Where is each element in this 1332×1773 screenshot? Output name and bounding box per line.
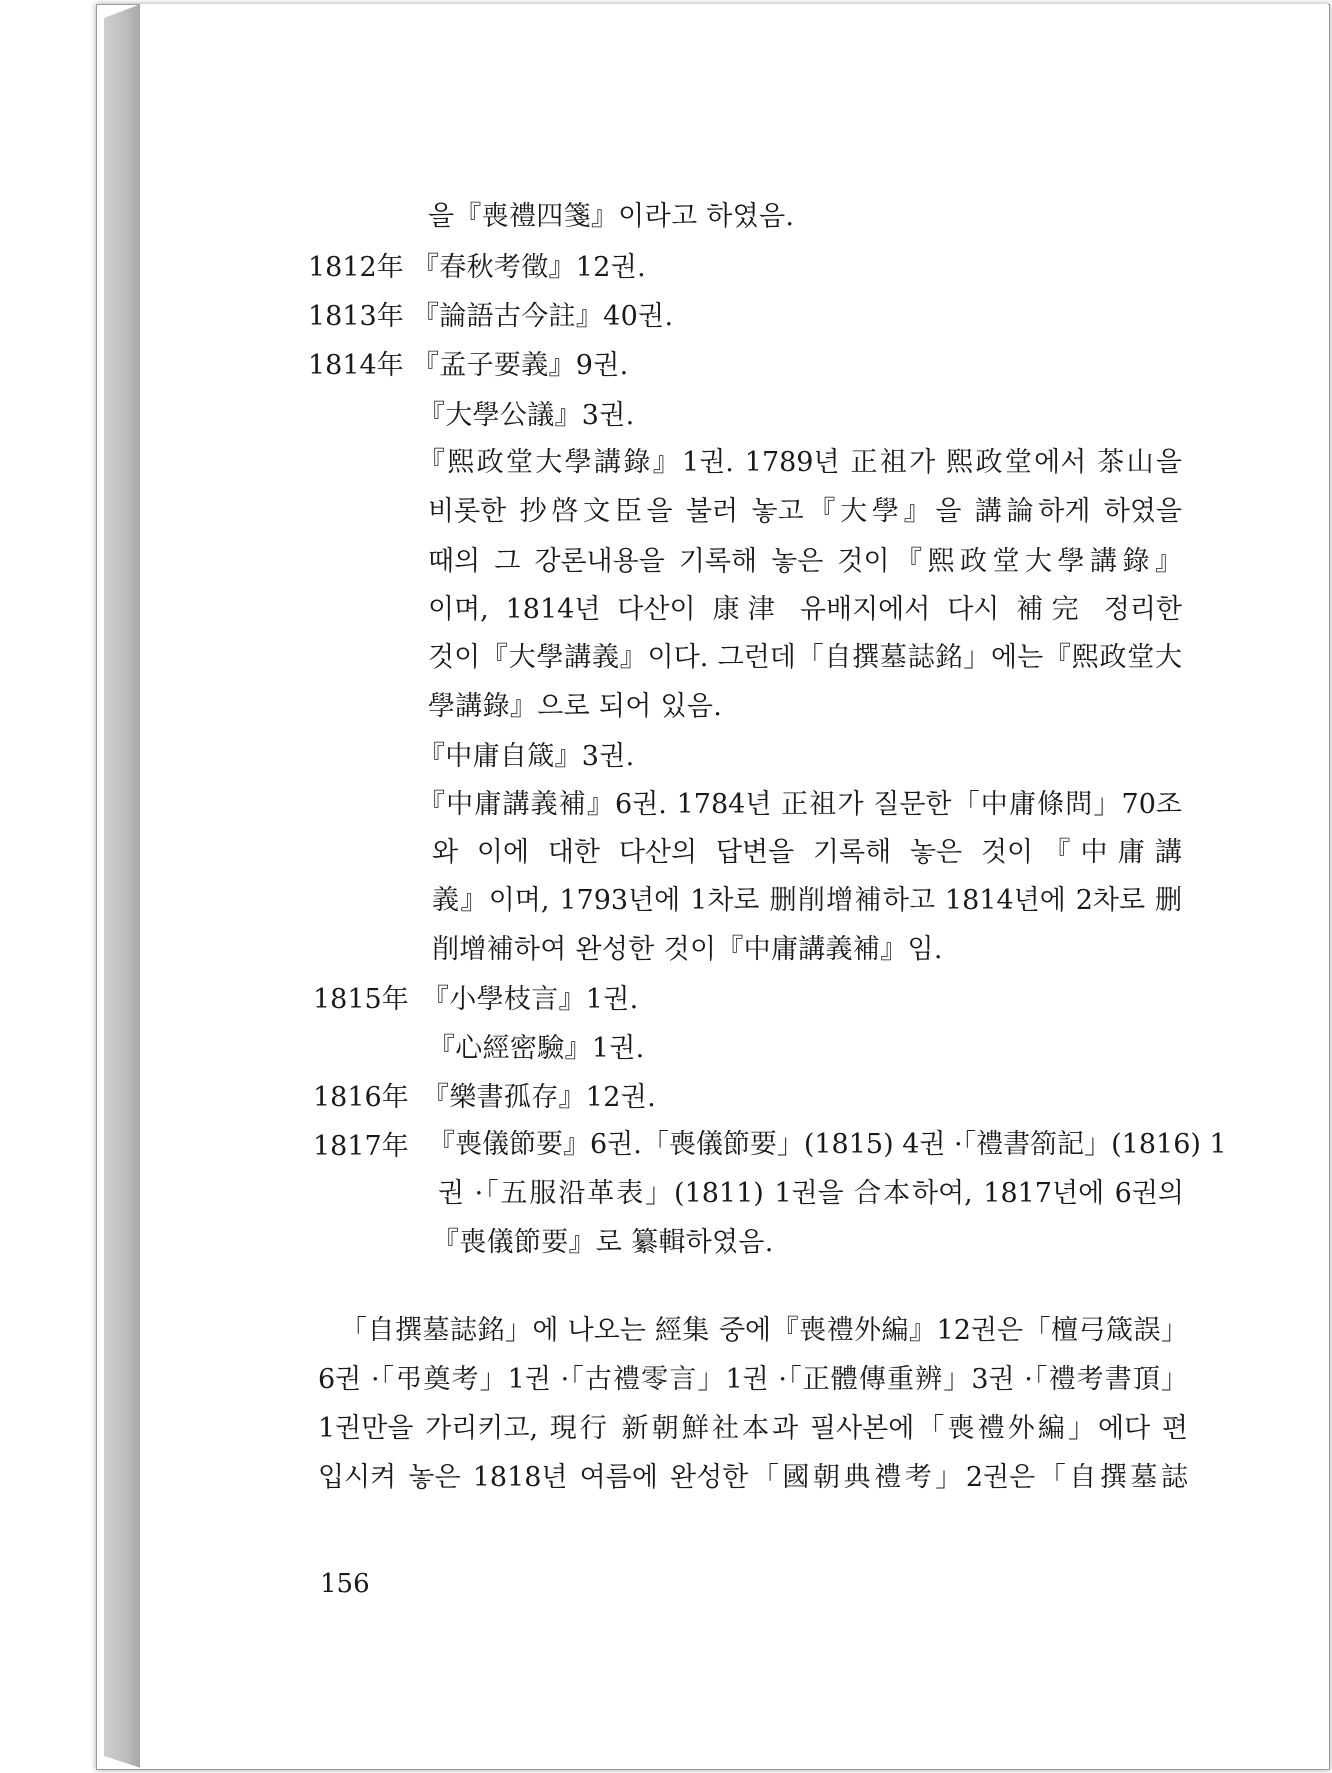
entry-1817-line1: 『喪儀節要』6권.「喪儀節要」(1815) 4권 ·「禮書箚記」(1816) 1	[428, 1129, 1227, 1160]
paragraph-line3: 1권만을 가리키고, 現行 新朝鮮社本과 필사본에「喪禮外編」에다 편	[318, 1413, 1188, 1444]
entry-1814-mencius: 『孟子要義』9권.	[412, 350, 629, 381]
entry-1814-huijeongdang-line1: 『熙政堂大學講錄』1권. 1789년 正祖가 熙政堂에서 茶山을	[418, 447, 1182, 478]
entry-1816: 『樂書孤存』12권.	[422, 1082, 657, 1113]
entry-1815-xiaoxue: 『小學枝言』1권.	[422, 984, 639, 1015]
continuation-line: 을『喪禮四箋』이라고 하였음.	[428, 201, 795, 232]
page-number: 156	[320, 1569, 370, 1599]
entry-1817-line2: 권 ·「五服沿革表」(1811) 1권을 合本하여, 1817년에 6권의	[438, 1178, 1184, 1209]
paragraph-line4: 입시켜 놓은 1818년 여름에 완성한「國朝典禮考」2권은「自撰墓誌	[318, 1462, 1188, 1493]
paragraph-line1: 「自撰墓誌銘」에 나오는 經集 중에『喪禮外編』12권은「檀弓箴誤」	[340, 1315, 1188, 1346]
year-1813: 1813年	[308, 301, 404, 332]
entry-1814-huijeongdang-line4: 이며, 1814년 다산이 康津 유배지에서 다시 補完 정리한	[428, 594, 1182, 625]
entry-1814-zhongyong-jiangyibu-line2: 와 이에 대한 다산의 답변을 기록해 놓은 것이『中庸講	[432, 837, 1182, 868]
year-1817: 1817年	[313, 1131, 409, 1162]
entry-1814-huijeongdang-line6: 學講錄』으로 되어 있음.	[428, 691, 723, 722]
entry-1812: 『春秋考徵』12권.	[412, 252, 647, 283]
year-1812: 1812年	[308, 252, 404, 283]
entry-1814-zhongyong-jiangyibu-line3: 義』이며, 1793년에 1차로 删削增補하고 1814년에 2차로 删	[432, 885, 1182, 916]
entry-1813: 『論語古今註』40권.	[412, 301, 674, 332]
entry-1814-huijeongdang-line2: 비롯한 抄啓文臣을 불러 놓고『大學』을 講論하게 하였을	[428, 496, 1182, 527]
year-1816: 1816年	[313, 1082, 409, 1113]
entry-1814-daxue-gongui: 『大學公議』3권.	[418, 400, 635, 431]
entry-1814-zhongyong-jiangyibu-line4: 削增補하여 완성한 것이『中庸講義補』임.	[432, 934, 943, 965]
year-1815: 1815年	[313, 984, 409, 1015]
book-spine-edge	[104, 4, 141, 1768]
entry-1817-line3: 『喪儀節要』로 纂輯하였음.	[432, 1227, 774, 1258]
entry-1815-xinjing: 『心經密驗』1권.	[428, 1033, 645, 1064]
year-1814: 1814年	[308, 350, 404, 381]
entry-1814-zhongyong-jiangyibu-line1: 『中庸講義補』6권. 1784년 正祖가 질문한「中庸條問」70조	[418, 789, 1182, 820]
entry-1814-huijeongdang-line5: 것이『大學講義』이다. 그런데「自撰墓誌銘」에는『熙政堂大	[428, 642, 1182, 673]
entry-1814-zhongyong-zizhen: 『中庸自箴』3권.	[418, 741, 635, 772]
entry-1814-huijeongdang-line3: 때의 그 강론내용을 기록해 놓은 것이『熙政堂大學講錄』	[428, 546, 1182, 577]
paragraph-line2: 6권 ·「弔奠考」1권 ·「古禮零言」1권 ·「正體傳重辨」3권 ·「禮考書頂」	[318, 1364, 1188, 1395]
